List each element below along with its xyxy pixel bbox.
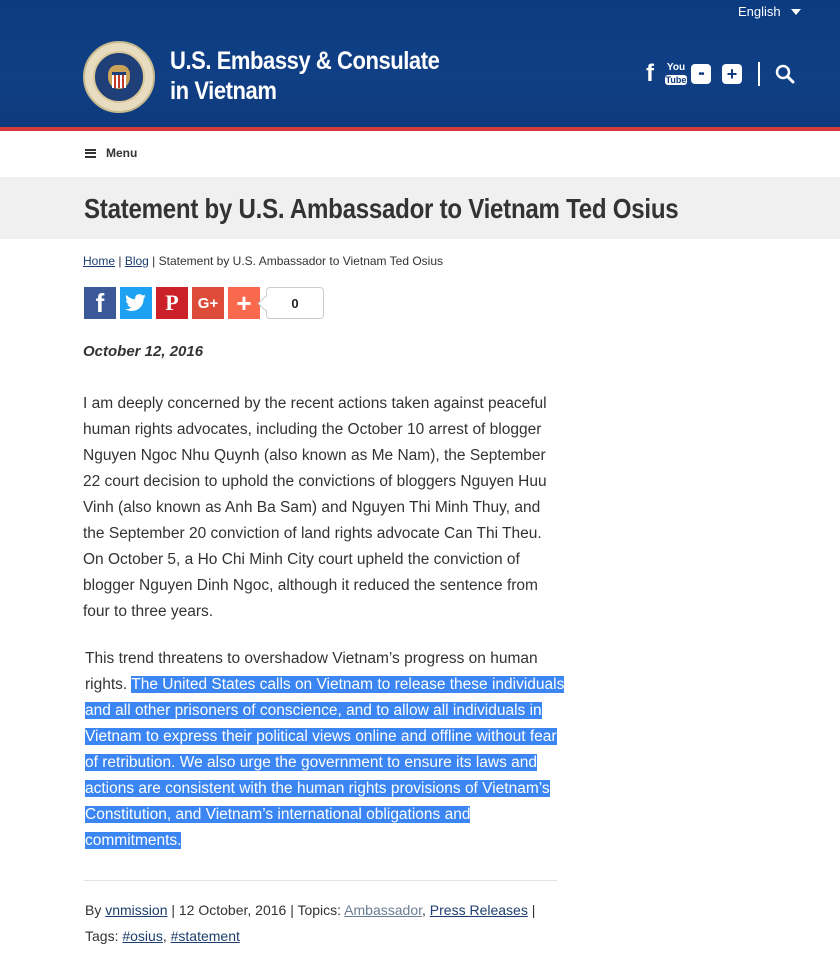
site-title-line2: in Vietnam: [170, 77, 277, 105]
facebook-icon[interactable]: f: [646, 60, 654, 87]
article-paragraph-1: I am deeply concerned by the recent actions taken against peaceful human rights advocates, including the October 10 arrest of blogger Nguyen Ngoc Nhu Quynh (also known as Me Nam), the September 22 court decision to uphold the convictions of bloggers Nguyen Huu Vinh (also known as Anh Ba Sam) and Nguyen Thi Minh Thuy, and the September 20 conviction of land rights advocate Can Thi Theu. On October 5, a Ho Chi Minh City court upheld the conviction of blogger Nguyen Dinh Ngoc, although it reduced the sentence from four to three years.: [83, 395, 547, 620]
share-facebook-button[interactable]: f: [84, 287, 116, 319]
header-divider: [758, 62, 760, 86]
breadcrumb-current: Statement by U.S. Ambassador to Vietnam Ted Osius: [158, 254, 444, 268]
language-label: English: [738, 4, 781, 19]
hamburger-icon: [85, 149, 96, 158]
seal-center: [93, 51, 145, 103]
breadcrumb-blog-link[interactable]: Blog: [124, 254, 149, 268]
author-link[interactable]: vnmission: [105, 902, 168, 918]
share-twitter-button[interactable]: [120, 287, 152, 319]
tags-label: Tags:: [85, 928, 123, 944]
youtube-icon[interactable]: [666, 62, 686, 86]
breadcrumb: [83, 254, 443, 268]
topic-link-ambassador[interactable]: Ambassador: [344, 902, 422, 918]
article-meta: [85, 897, 565, 923]
share-google-plus-button[interactable]: G+: [192, 287, 224, 319]
tag-link-statement[interactable]: #statement: [170, 928, 240, 944]
article-date: October 12, 2016: [83, 343, 204, 360]
meta-date: | 12 October, 2016 | Topics:: [167, 902, 345, 918]
share-pinterest-button[interactable]: P: [156, 287, 188, 319]
tag-link-osius[interactable]: #osius: [122, 928, 163, 944]
plus-icon[interactable]: +: [722, 64, 742, 84]
search-icon[interactable]: [775, 64, 795, 84]
tag-separator: ,: [162, 928, 171, 944]
article-divider: [84, 880, 557, 881]
selected-text: The United States calls on Vietnam to release these individuals and all other prisoners of conscience, and to allow all individuals in Vietnam to express their political views online and offline without fear of retribution. We also urge the government to ensure its laws and actions are consistent with the human rights provisions of Vietnam’s Constitution, and Vietnam’s international obligations and commitments.: [85, 676, 565, 849]
article-paragraph-2: [85, 646, 565, 854]
breadcrumb-separator: |: [115, 254, 125, 268]
share-addthis-button[interactable]: +: [228, 287, 260, 319]
youtube-icon-bottom: Tube: [665, 75, 687, 85]
paragraph-2-text: This trend threatens to overshadow Vietnam’s progress on human rights.: [85, 650, 538, 693]
topic-separator: ,: [422, 902, 430, 918]
chevron-down-icon: [791, 9, 801, 15]
youtube-icon-top: You: [666, 62, 686, 73]
share-count-value: 0: [291, 295, 299, 311]
topic-link-press-releases[interactable]: Press Releases: [429, 902, 528, 918]
share-count: [266, 287, 324, 319]
article-tags: [85, 923, 565, 949]
site-title-line1: U.S. Embassy & Consulate: [170, 47, 440, 75]
breadcrumb-separator: |: [148, 254, 159, 268]
menu-button[interactable]: [85, 146, 137, 160]
site-title[interactable]: [170, 46, 439, 106]
page-title: Statement by U.S. Ambassador to Vietnam Ted Osius: [84, 193, 679, 224]
meta-trail: |: [527, 902, 536, 918]
byline-label: By: [85, 902, 106, 918]
language-selector[interactable]: [738, 4, 801, 19]
flickr-icon[interactable]: ••: [691, 64, 711, 84]
breadcrumb-home-link[interactable]: Home: [83, 254, 116, 268]
twitter-bird-icon: [125, 294, 147, 312]
menu-label: Menu: [106, 146, 138, 160]
embassy-seal-logo[interactable]: [83, 41, 155, 113]
shield-icon: [112, 72, 126, 88]
